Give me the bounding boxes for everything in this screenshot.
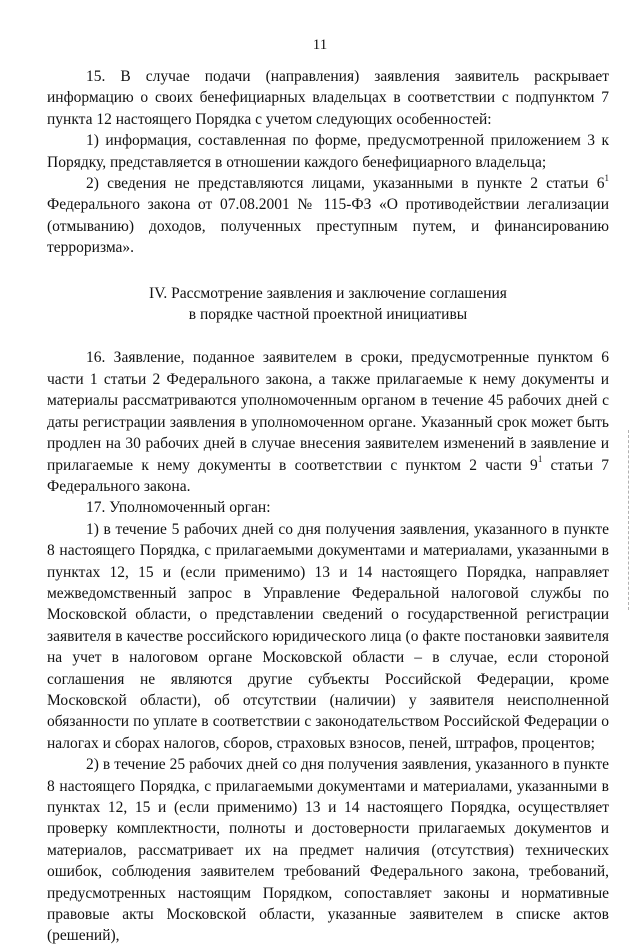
text-segment: статьи 7 Федерального закона.: [47, 456, 609, 495]
text-segment: 16. Заявление, поданное заявителем в сроки, предусмотренные пунктом 6 части 1 статьи 2 Федерального закона, а также прилагаемые к нему документы и материалы рассматриваются уполномоченным органом в течение 45 рабочих дней с даты регистрации заявления в уполномоченном органе. Указанный срок может быть продлен на 30 рабочих дней в случае внесения заявителем изменений в заявление и прилагаемые к нему документы в соответствии с пунктом 2 части 9: [47, 349, 609, 474]
section-heading-line-1: IV. Рассмотрение заявления и заключение соглашения: [149, 284, 507, 302]
superscript: 1: [604, 172, 609, 183]
paragraph-15: 15. В случае подачи (направления) заявления заявитель раскрывает информацию о своих бенефициарных владельцах в соответствии с подпунктом 7 пункта 12 настоящего Порядка с учетом следующих особенностей:: [47, 68, 609, 128]
text-segment: 2) сведения не представляются лицами, указанными в пункте 2 статьи 6: [86, 175, 605, 193]
section-heading: [47, 283, 609, 326]
paragraph-17: 17. Уполномоченный орган:: [86, 499, 271, 517]
paragraph-15-item-2: [47, 173, 609, 259]
scan-edge-mark: [628, 430, 631, 610]
paragraph-15-item-1: 1) информация, составленная по форме, предусмотренной приложением 3 к Порядку, представляется в отношении каждого бенефициарного владельца;: [47, 132, 609, 171]
section-heading-line-2: в порядке частной проектной инициативы: [188, 306, 468, 324]
paragraph-17-item-1: 1) в течение 5 рабочих дней со дня получения заявления, указанного в пункте 8 настоящего Порядка, с прилагаемыми документами и материалами, указанными в пунктах 12, 15 и (если применимо) 13 и 14 настоящего Порядка, направляет межведомственный запрос в Управление Федеральной налоговой службы по Московской области, о представлении сведений о государственной регистрации заявителя в качестве российского юридического лица (о факте постановки заявителя на учет в налоговом органе Московской области – в случае, если стороной соглашения не являются другие субъекты Российской Федерации, кроме Московской области), об отсутствии (наличии) у заявителя неисполненной обязанности по уплате в соответствии с законодательством Российской Федерации о налогах и сборах налогов, сборов, страховых взносов, пеней, штрафов, процентов;: [47, 520, 609, 752]
document-body: [47, 66, 609, 947]
paragraph-16: [47, 347, 609, 497]
page-number: 11: [312, 37, 328, 53]
text-segment: Федерального закона от 07.08.2001 № 115-ФЗ «О противодействии легализации (отмыванию) доходов, полученных преступным путем, и финансированию терроризма».: [47, 196, 609, 257]
paragraph-17-item-2: 2) в течение 25 рабочих дней со дня получения заявления, указанного в пункте 8 настоящего Порядка, с прилагаемыми документами и материалами, указанными в пунктах 12, 15 и (если применимо) 13 и 14 настоящего Порядка, осуществляет проверку комплектности, полноты и достоверности прилагаемых документов и материалов, рассматривает их на предмет наличия (отсутствия) технических ошибок, соблюдения заявителем требований Федерального закона, требований, предусмотренных настоящим Порядком, сопоставляет законы и нормативные правовые акты Московской области, указанные заявителем в списке актов (решений),: [47, 756, 609, 945]
superscript: 1: [537, 454, 543, 465]
